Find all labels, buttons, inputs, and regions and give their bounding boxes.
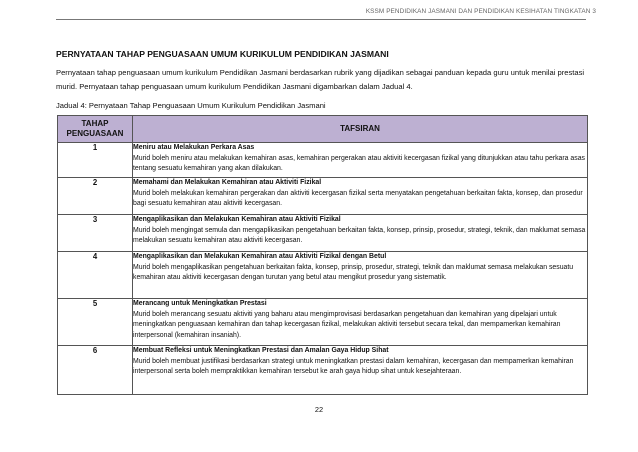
table-row: [58, 299, 588, 346]
level-title: Merancang untuk Meningkatkan Prestasi: [133, 300, 267, 307]
column-header-description: TAFSIRAN: [133, 116, 588, 143]
level-number: 4: [58, 252, 133, 299]
column-header-level: [58, 116, 133, 143]
level-text: Murid boleh mengaplikasikan pengetahuan berkaitan fakta, konsep, prinsip, prosedur, strategi, teknik dan maklumat semasa melakukan sesuatu kemahiran atau aktiviti kecergasan dengan turutan yang betul atau mengikut prosedur yang sistematik.: [133, 263, 574, 281]
level-text: Murid boleh melakukan kemahiran pergerakan dan aktiviti kecergasan fizikal serta menyatakan pengetahuan berkaitan fakta, konsep, dan prosedur bagi sesuatu kemahiran atau aktiviti kecergasan.: [133, 189, 583, 207]
level-title: Membuat Refleksi untuk Meningkatkan Prestasi dan Amalan Gaya Hidup Sihat: [133, 347, 389, 354]
table-row: [58, 346, 588, 395]
level-text: Murid boleh merancang sesuatu aktiviti yang baharu atau mengimprovisasi berdasarkan pengetahuan dan kemahiran yang dipelajari untuk meningkatkan penguasaan kemahiran dan tahap kecergasan fizikal, melakukan aktiviti tersebut secara tekal, dan mempamerkan kemahiran interpersonal (kemahiran insaniah).: [133, 310, 561, 339]
level-number: 3: [58, 215, 133, 252]
level-title: Mengaplikasikan dan Melakukan Kemahiran atau Aktiviti Fizikal dengan Betul: [133, 253, 387, 260]
table-header-row: [58, 116, 588, 143]
level-description: [133, 299, 588, 346]
running-header: KSSM PENDIDIKAN JASMANI DAN PENDIDIKAN KESIHATAN TINGKATAN 3: [365, 8, 596, 15]
level-description: [133, 178, 588, 215]
page-number: 22: [314, 405, 324, 414]
level-description: [133, 215, 588, 252]
table-row: [58, 143, 588, 178]
level-number: 2: [58, 178, 133, 215]
level-number: 6: [58, 346, 133, 395]
mastery-level-table: [57, 115, 588, 395]
level-description: [133, 346, 588, 395]
header-divider: [56, 19, 586, 20]
level-text: Murid boleh meniru atau melakukan kemahiran asas, kemahiran pergerakan atau aktiviti kecergasan fizikal yang ditunjukkan atau tahu perkara asas tentang sesuatu kemahiran yang akan dilakukan.: [133, 154, 585, 172]
level-title: Memahami dan Melakukan Kemahiran atau Aktiviti Fizikal: [133, 179, 322, 186]
table-row: [58, 215, 588, 252]
level-number: 5: [58, 299, 133, 346]
level-text: Murid boleh membuat justifikasi berdasarkan strategi untuk meningkatkan prestasi dalam kemahiran, kecergasan dan mempamerkan kemahiran interpersonal serta boleh mempraktikkan kemahiran tersebut ke arah gaya hidup sihat untuk kesejahteraan.: [133, 357, 574, 375]
level-title: Mengaplikasikan dan Melakukan Kemahiran atau Aktiviti Fizikal: [133, 216, 341, 223]
level-description: [133, 143, 588, 178]
section-title: PERNYATAAN TAHAP PENGUASAAN UMUM KURIKULUM PENDIDIKAN JASMANI: [56, 49, 389, 59]
table-row: [58, 178, 588, 215]
column-header-level-text: TAHAP PENGUASAAN: [66, 119, 124, 138]
level-number: 1: [58, 143, 133, 178]
table-row: [58, 252, 588, 299]
intro-paragraph: Pernyataan tahap penguasaan umum kurikulum Pendidikan Jasmani berdasarkan rubrik yang dijadikan sebagai panduan kepada guru untuk menilai prestasi murid. Pernyataan tahap penguasaan umum kurikulum Pendidikan Jasmani digambarkan dalam Jadual 4.: [56, 68, 585, 91]
level-description: [133, 252, 588, 299]
level-text: Murid boleh mengingat semula dan mengaplikasikan pengetahuan berkaitan fakta, konsep, prinsip, prosedur, strategi, teknik, dan maklumat semasa melakukan sesuatu kemahiran atau aktiviti kecergasan.: [133, 226, 586, 244]
table-caption: Jadual 4: Pernyataan Tahap Penguasaan Umum Kurikulum Pendidikan Jasmani: [56, 101, 326, 110]
level-title: Meniru atau Melakukan Perkara Asas: [133, 144, 255, 151]
